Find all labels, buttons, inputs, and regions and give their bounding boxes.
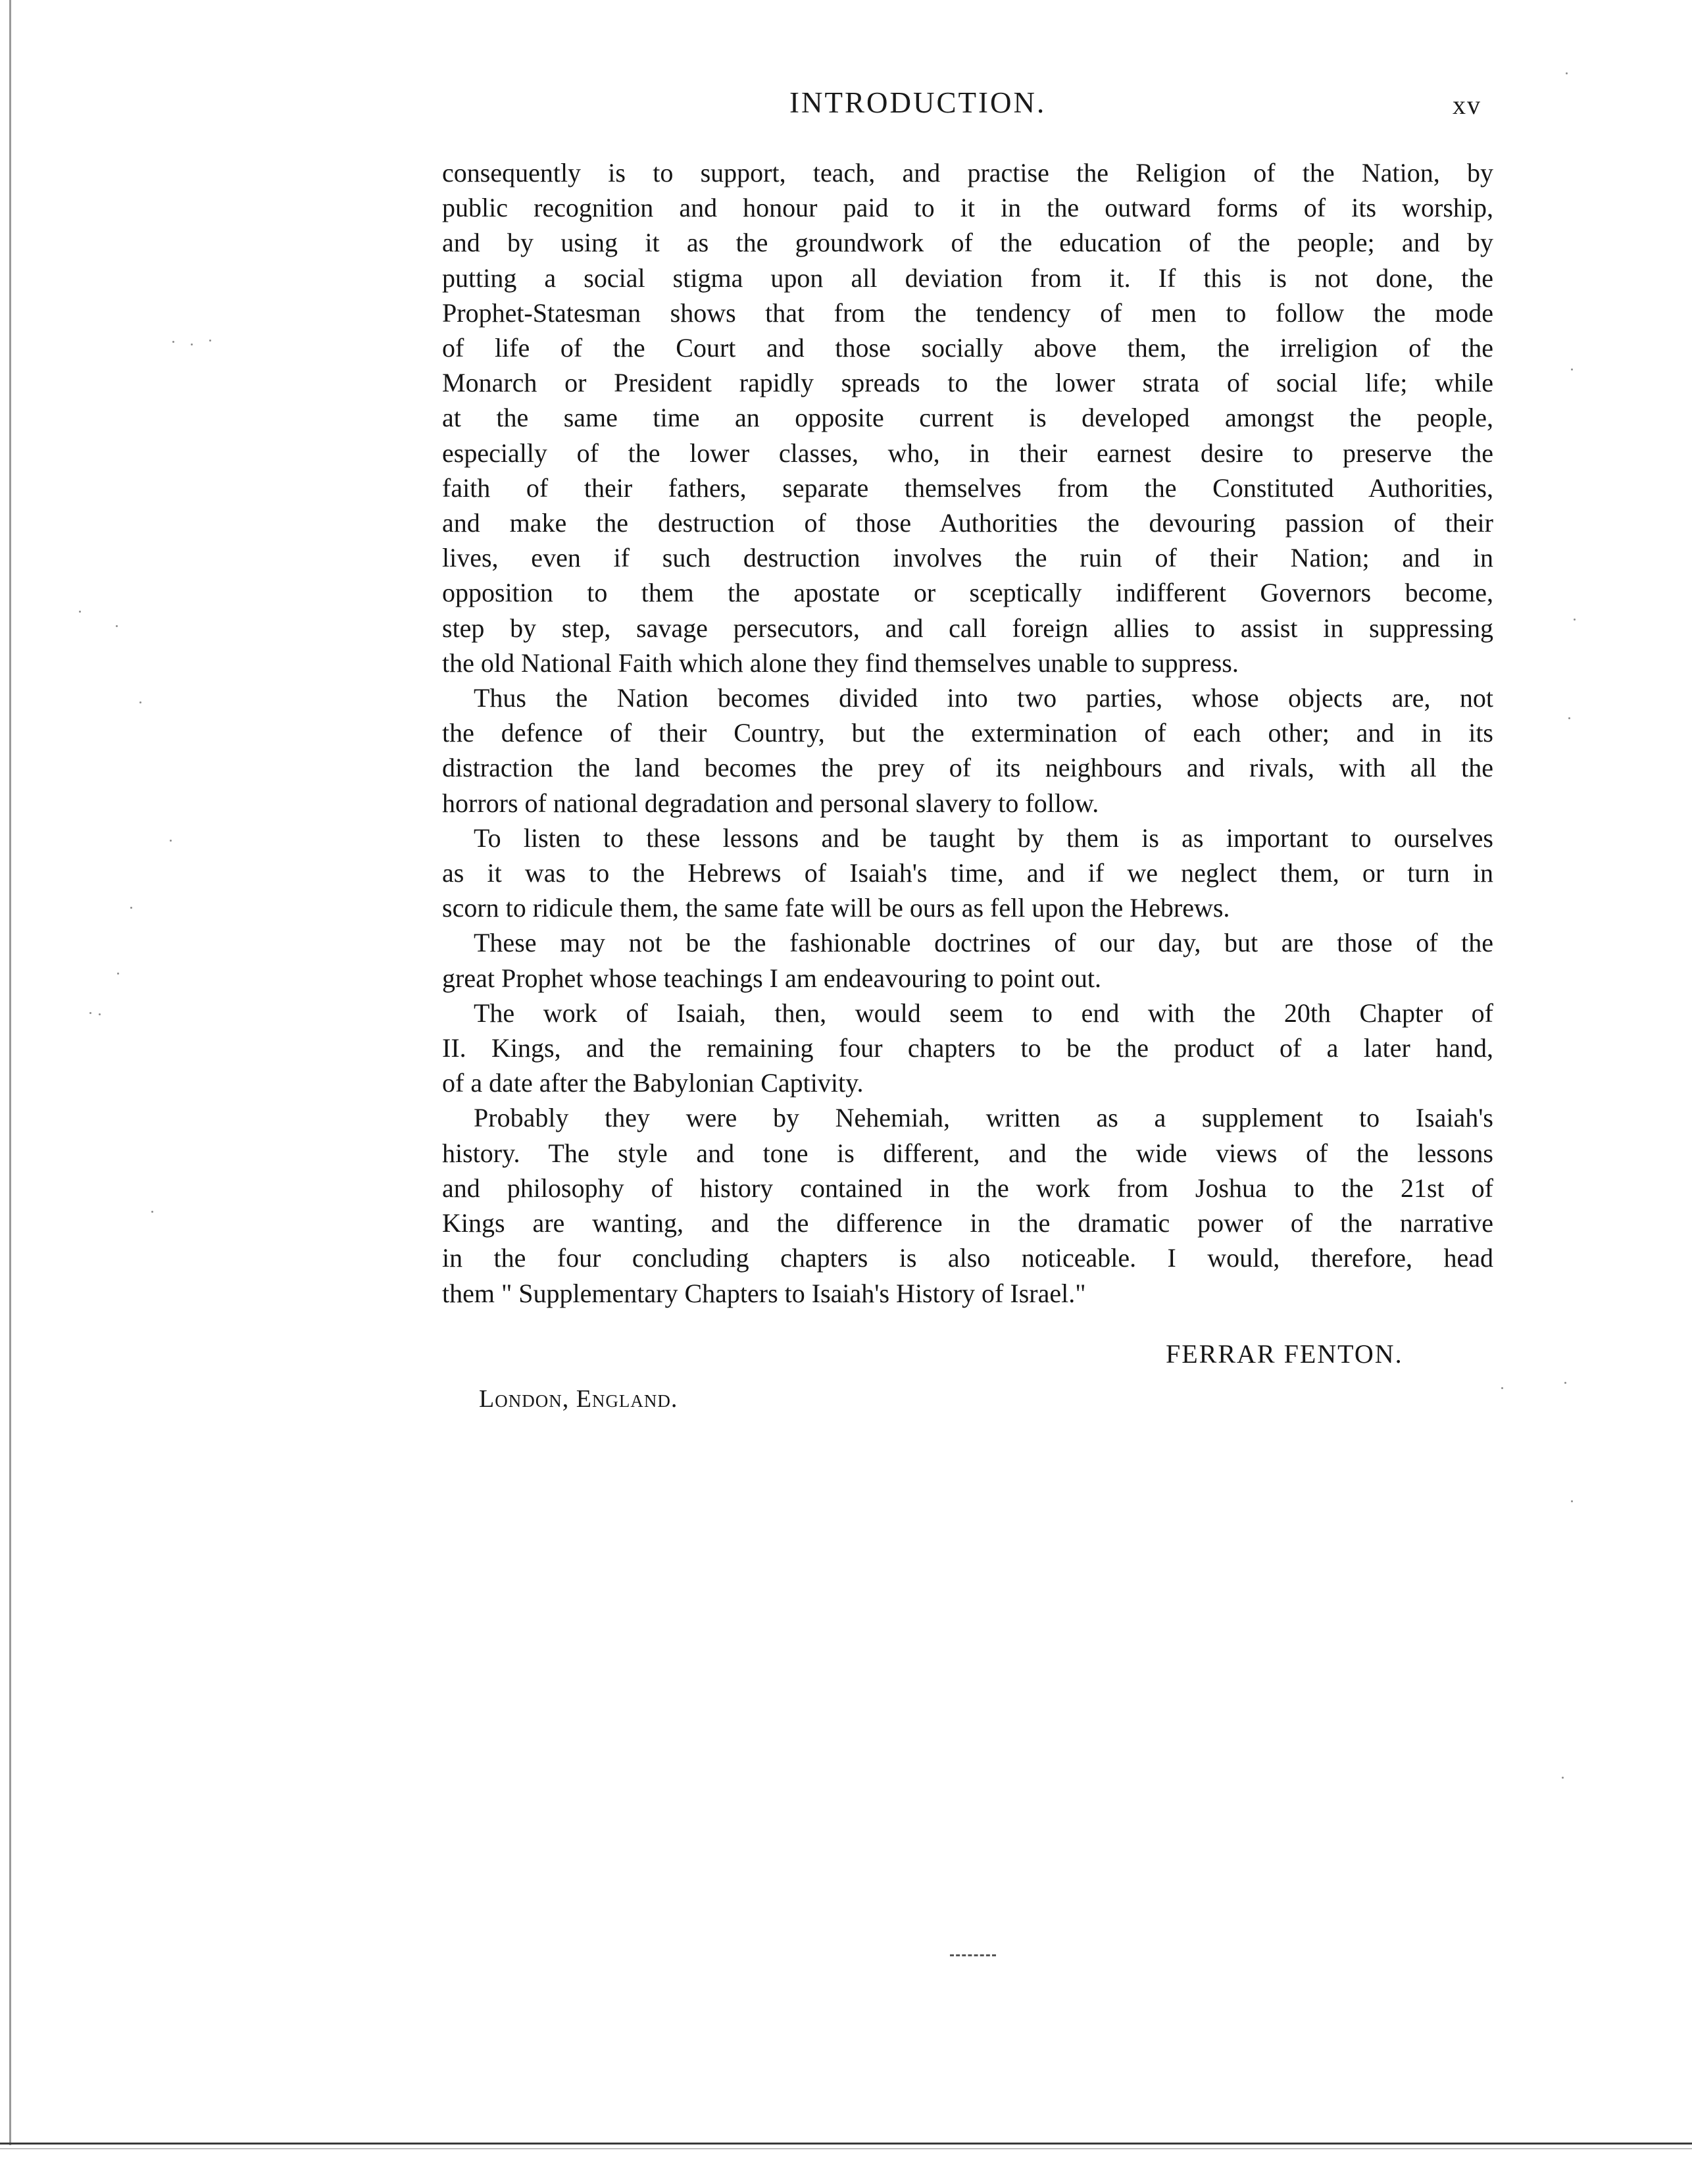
paragraph-6 [442,1100,1493,1275]
text-line: To listen to these lessons and be taught by them is as important to ourselves [474,823,1493,853]
scan-speckle [1571,1500,1573,1502]
scan-speckle [89,1012,91,1014]
bottom-rule-secondary [0,2148,1692,2149]
paragraph-5 [442,996,1493,1065]
text-line: distraction the land becomes the prey of its neighbours and rivals, with all the [442,753,1493,783]
scan-speckle [1566,72,1568,74]
scan-speckle [1564,1382,1566,1384]
paragraph-2 [442,680,1493,786]
scan-speckle [209,340,211,342]
scan-speckle [116,625,118,627]
text-line: at the same time an opposite current is developed amongst the people, [442,403,1493,433]
text-line: opposition to them the apostate or sceptically indifferent Governors become, [442,578,1493,608]
scan-speckle [1501,1387,1503,1389]
scan-speckle [170,840,172,842]
text-line: and make the destruction of those Authorities the devouring passion of their [442,508,1493,538]
text-line: of a date after the Babylonian Captivity. [442,1068,864,1098]
bottom-rule [0,2143,1692,2145]
page-number: xv [1453,90,1481,120]
text-line: scorn to ridicule them, the same fate will be ours as fell upon the Hebrews. [442,893,1230,923]
text-line: Prophet-Statesman shows that from the tendency of men to follow the mode [442,297,1493,328]
scan-speckle [191,343,193,345]
footer-dash-mark [950,1954,996,1958]
text-line: in the four concluding chapters is also noticeable. I would, therefore, head [442,1243,1493,1273]
scan-speckle [1562,1777,1564,1779]
text-line: Kings are wanting, and the difference in the dramatic power of the narrative [442,1208,1493,1238]
paragraph-6-end [442,1276,1493,1311]
page-edge-line [9,0,11,2145]
scan-speckle [1571,368,1573,370]
scan-speckle [99,1013,101,1015]
author-signature: FERRAR FENTON. [1166,1339,1403,1369]
paragraph-2-end [442,786,1493,821]
text-line: Monarch or President rapidly spreads to the lower strata of social life; while [442,368,1493,398]
text-line: Thus the Nation becomes divided into two parties, whose objects are, not [474,683,1493,713]
scan-speckle [130,907,132,909]
text-line: public recognition and honour paid to it in the outward forms of its worship, [442,193,1493,223]
text-line: horrors of national degradation and personal slavery to follow. [442,788,1099,818]
text-line: faith of their fathers, separate themselves from the Constituted Authorities, [442,472,1493,503]
scan-speckle [172,341,174,343]
place-line: London, England. [479,1385,678,1413]
text-line: The work of Isaiah, then, would seem to end with the 20th Chapter of [474,998,1493,1028]
paragraph-1-end [442,646,1493,680]
paragraph-5-end [442,1065,1493,1100]
introduction-body [442,155,1493,1311]
text-line: great Prophet whose teachings I am endeavouring to point out. [442,963,1101,993]
scan-speckle [1568,717,1570,719]
text-line: and philosophy of history contained in the work from Joshua to the 21st of [442,1173,1493,1203]
text-line: especially of the lower classes, who, in their earnest desire to preserve the [442,438,1493,468]
paragraph-4-end [442,961,1493,996]
running-head: INTRODUCTION. [789,86,1047,119]
text-line: step by step, savage persecutors, and call foreign allies to assist in suppressing [442,613,1493,643]
scan-speckle [139,701,141,703]
text-line: and by using it as the groundwork of the education of the people; and by [442,228,1493,258]
text-line: putting a social stigma upon all deviation from it. If this is not done, the [442,263,1493,293]
text-line: as it was to the Hebrews of Isaiah's time, and if we neglect them, or turn in [442,858,1493,888]
text-line: the old National Faith which alone they find themselves unable to suppress. [442,648,1239,678]
scan-speckle [1574,619,1576,621]
paragraph-4 [442,925,1493,960]
scan-speckle [79,611,81,613]
paragraph-3 [442,821,1493,890]
paragraph-3-end [442,890,1493,925]
text-line: the defence of their Country, but the extermination of each other; and in its [442,718,1493,748]
text-line: lives, even if such destruction involves the ruin of their Nation; and in [442,543,1493,573]
text-line: consequently is to support, teach, and practise the Religion of the Nation, by [442,158,1493,188]
scan-speckle [151,1211,153,1213]
text-line: II. Kings, and the remaining four chapters to be the product of a later hand, [442,1033,1493,1063]
scan-speckle [117,973,119,975]
text-line: These may not be the fashionable doctrines of our day, but are those of the [474,928,1493,958]
text-line: Probably they were by Nehemiah, written as a supplement to Isaiah's [474,1103,1493,1133]
text-line: them " Supplementary Chapters to Isaiah's History of Israel." [442,1278,1086,1308]
text-line: of life of the Court and those socially above them, the irreligion of the [442,333,1493,363]
paragraph-1 [442,155,1493,646]
text-line: history. The style and tone is different, and the wide views of the lessons [442,1138,1493,1168]
